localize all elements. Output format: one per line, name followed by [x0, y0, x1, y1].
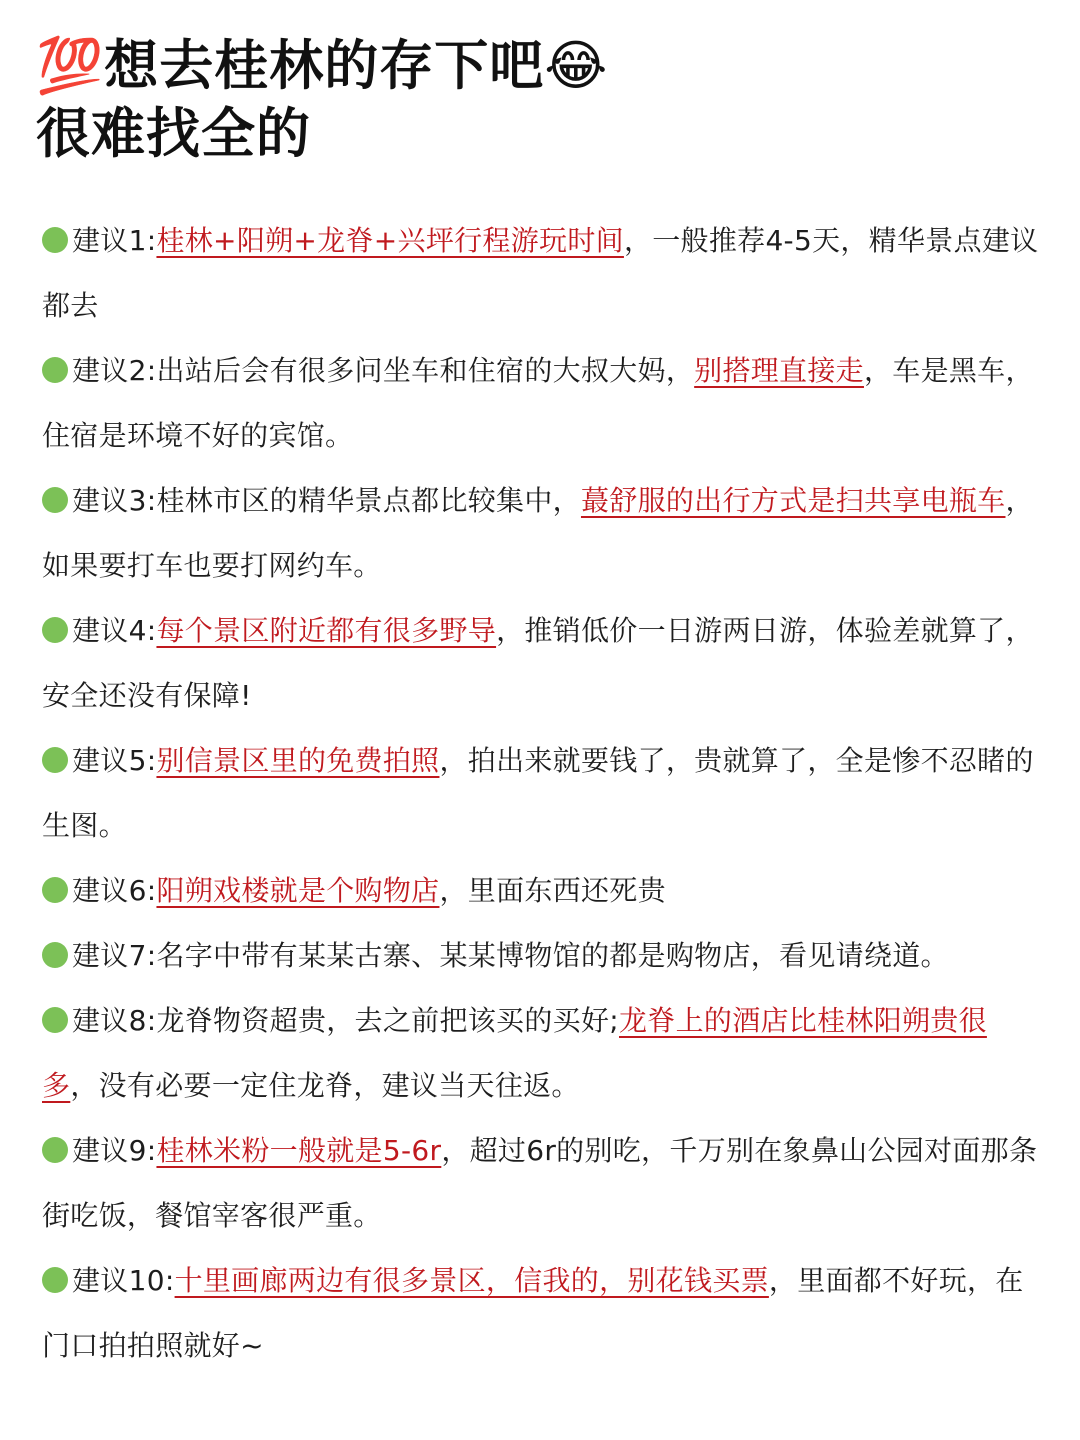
tip-text: ，车是黑车，住宿是环境不好的宾馆。 — [42, 354, 1034, 452]
tip-text: ，如果要打车也要打网约车。 — [42, 484, 1034, 582]
tip-item-8 — [42, 988, 1040, 1118]
tip-item-3 — [42, 468, 1040, 598]
tip-label: 建议6: — [72, 874, 157, 907]
tip-item-2 — [42, 338, 1040, 468]
tip-text: 出站后会有很多问坐车和住宿的大叔大妈， — [156, 354, 695, 387]
tip-text: ，一般推荐4-5天，精华景点建议都去 — [42, 224, 1039, 322]
tip-text: ，里面都不好玩，在门口拍拍照就好~ — [42, 1264, 1024, 1362]
tip-highlight: 蕞舒服的出行方式是扫共享电瓶车 — [580, 484, 1006, 517]
tip-item-6 — [42, 858, 1040, 923]
tears-of-joy-icon: 😂 — [544, 34, 609, 97]
tip-text: ，推销低价一日游两日游，体验差就算了，安全还没有保障! — [42, 614, 1034, 712]
title-text: 想去桂林的存下吧 — [104, 34, 545, 97]
tip-highlight: 每个景区附近都有很多野导 — [156, 614, 497, 647]
tip-label: 建议9: — [72, 1134, 157, 1167]
tip-highlight: 龙脊上的酒店比桂林阳朔贵很多 — [42, 1004, 987, 1102]
tip-highlight: 别信景区里的免费拍照 — [156, 744, 440, 777]
green-dot-icon — [42, 942, 68, 968]
tip-text: ，没有必要一定住龙脊，建议当天往返。 — [70, 1069, 580, 1102]
tip-highlight: 桂林+阳朔+龙脊+兴坪行程游玩时间 — [156, 224, 624, 257]
tip-label: 建议10: — [72, 1264, 175, 1297]
tip-label: 建议1: — [72, 224, 157, 257]
tip-item-9 — [42, 1118, 1040, 1248]
green-dot-icon — [42, 617, 68, 643]
green-dot-icon — [42, 1007, 68, 1033]
tip-label: 建议3: — [72, 484, 157, 517]
tips-list — [42, 208, 1040, 1378]
tip-highlight: 别搭理直接走 — [694, 354, 864, 387]
tip-label: 建议7: — [72, 939, 157, 972]
page-title — [36, 32, 608, 168]
green-dot-icon — [42, 747, 68, 773]
green-dot-icon — [42, 1137, 68, 1163]
hundred-points-icon: 💯 — [36, 34, 105, 97]
tip-label: 建议5: — [72, 744, 157, 777]
tip-label: 建议4: — [72, 614, 157, 647]
green-dot-icon — [42, 1267, 68, 1293]
title-line-1 — [36, 32, 608, 100]
subtitle: 很难找全的 — [36, 102, 311, 165]
green-dot-icon — [42, 877, 68, 903]
tip-text: 名字中带有某某古寨、某某博物馆的都是购物店，看见请绕道。 — [156, 939, 949, 972]
tip-label: 建议2: — [72, 354, 157, 387]
tip-highlight: 桂林米粉一般就是5-6r — [156, 1134, 442, 1167]
tip-text: ，里面东西还死贵 — [439, 874, 666, 907]
tip-item-10 — [42, 1248, 1040, 1378]
green-dot-icon — [42, 487, 68, 513]
tip-highlight: 阳朔戏楼就是个购物店 — [156, 874, 440, 907]
tip-item-7 — [42, 923, 1040, 988]
tip-item-5 — [42, 728, 1040, 858]
tip-item-4 — [42, 598, 1040, 728]
tip-text: 桂林市区的精华景点都比较集中， — [156, 484, 581, 517]
green-dot-icon — [42, 227, 68, 253]
green-dot-icon — [42, 357, 68, 383]
tip-text: ，超过6r的别吃，千万别在象鼻山公园对面那条街吃饭，餐馆宰客很严重。 — [42, 1134, 1038, 1232]
tip-highlight: 十里画廊两边有很多景区，信我的，别花钱买票 — [174, 1264, 769, 1297]
tip-item-1 — [42, 208, 1040, 338]
tip-label: 建议8: — [72, 1004, 157, 1037]
tip-text: 龙脊物资超贵，去之前把该买的买好; — [156, 1004, 619, 1037]
tip-text: ，拍出来就要钱了，贵就算了，全是惨不忍睹的生图。 — [42, 744, 1034, 842]
